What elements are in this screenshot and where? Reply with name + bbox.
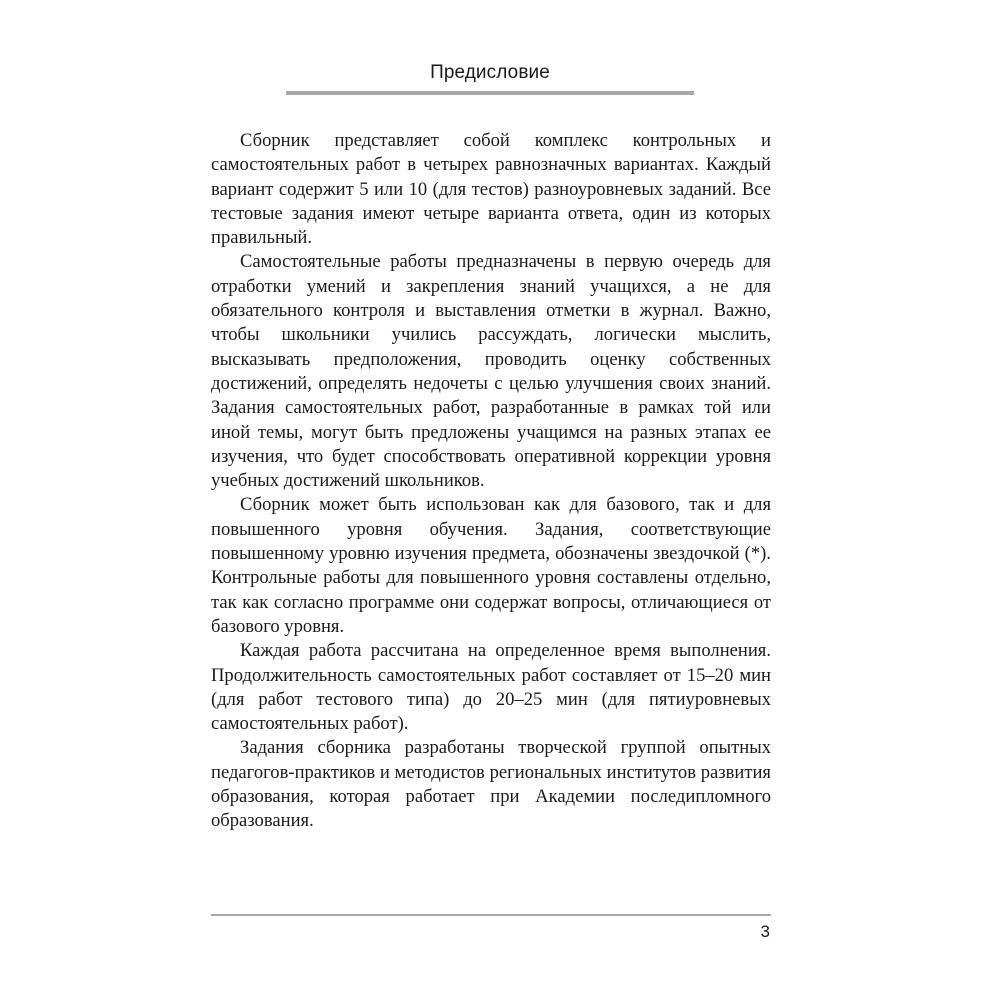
paragraph: Каждая работа рассчитана на определенное время выполнения. Продолжительность самостоятельных работ составляет от 15–20 мин (для работ тестового типа) до 20–25 мин (для пятиуровневых самостоятельных работ). bbox=[211, 640, 771, 735]
header-divider bbox=[286, 91, 694, 95]
paragraph: Сборник может быть использован как для базового, так и для повышенного уровня обучения. Задания, соответствующие повышенному уровню изучения предмета, обозначены звездочкой (*). Контрольные работы для повышенного уровня составлены отдельно, так как согласно программе они содержат вопросы, отличающиеся от базового уровня. bbox=[211, 494, 771, 637]
paragraph: Сборник представляет собой комплекс контрольных и самостоятельных работ в четырех равнозначных вариантах. Каждый вариант содержит 5 или 10 (для тестов) разноуровневых заданий. Все тестовые задания имеют четыре варианта ответа, один из которых правильный. bbox=[211, 130, 771, 249]
paragraph: Самостоятельные работы предназначены в первую очередь для отработки умений и закрепления знаний учащихся, а не для обязательного контроля и выставления отметки в журнал. Важно, чтобы школьники учились рассуждать, логически мыслить, высказывать предположения, проводить оценку собственных достижений, определять недочеты с целью улучшения своих знаний. Задания самостоятельных работ, разработанные в рамках той или иной темы, могут быть предложены учащимся на разных этапах ее изучения, что будет способствовать оперативной коррекции уровня учебных достижений школьников. bbox=[211, 251, 771, 492]
body-text bbox=[211, 129, 771, 834]
footer-divider bbox=[211, 914, 771, 916]
page-number: 3 bbox=[760, 922, 770, 941]
paragraph: Задания сборника разработаны творческой группой опытных педагогов-практиков и методистов региональных институтов развития образования, которая работает при Академии последипломного образования. bbox=[211, 737, 771, 832]
page-header-title: Предисловие bbox=[430, 62, 550, 83]
